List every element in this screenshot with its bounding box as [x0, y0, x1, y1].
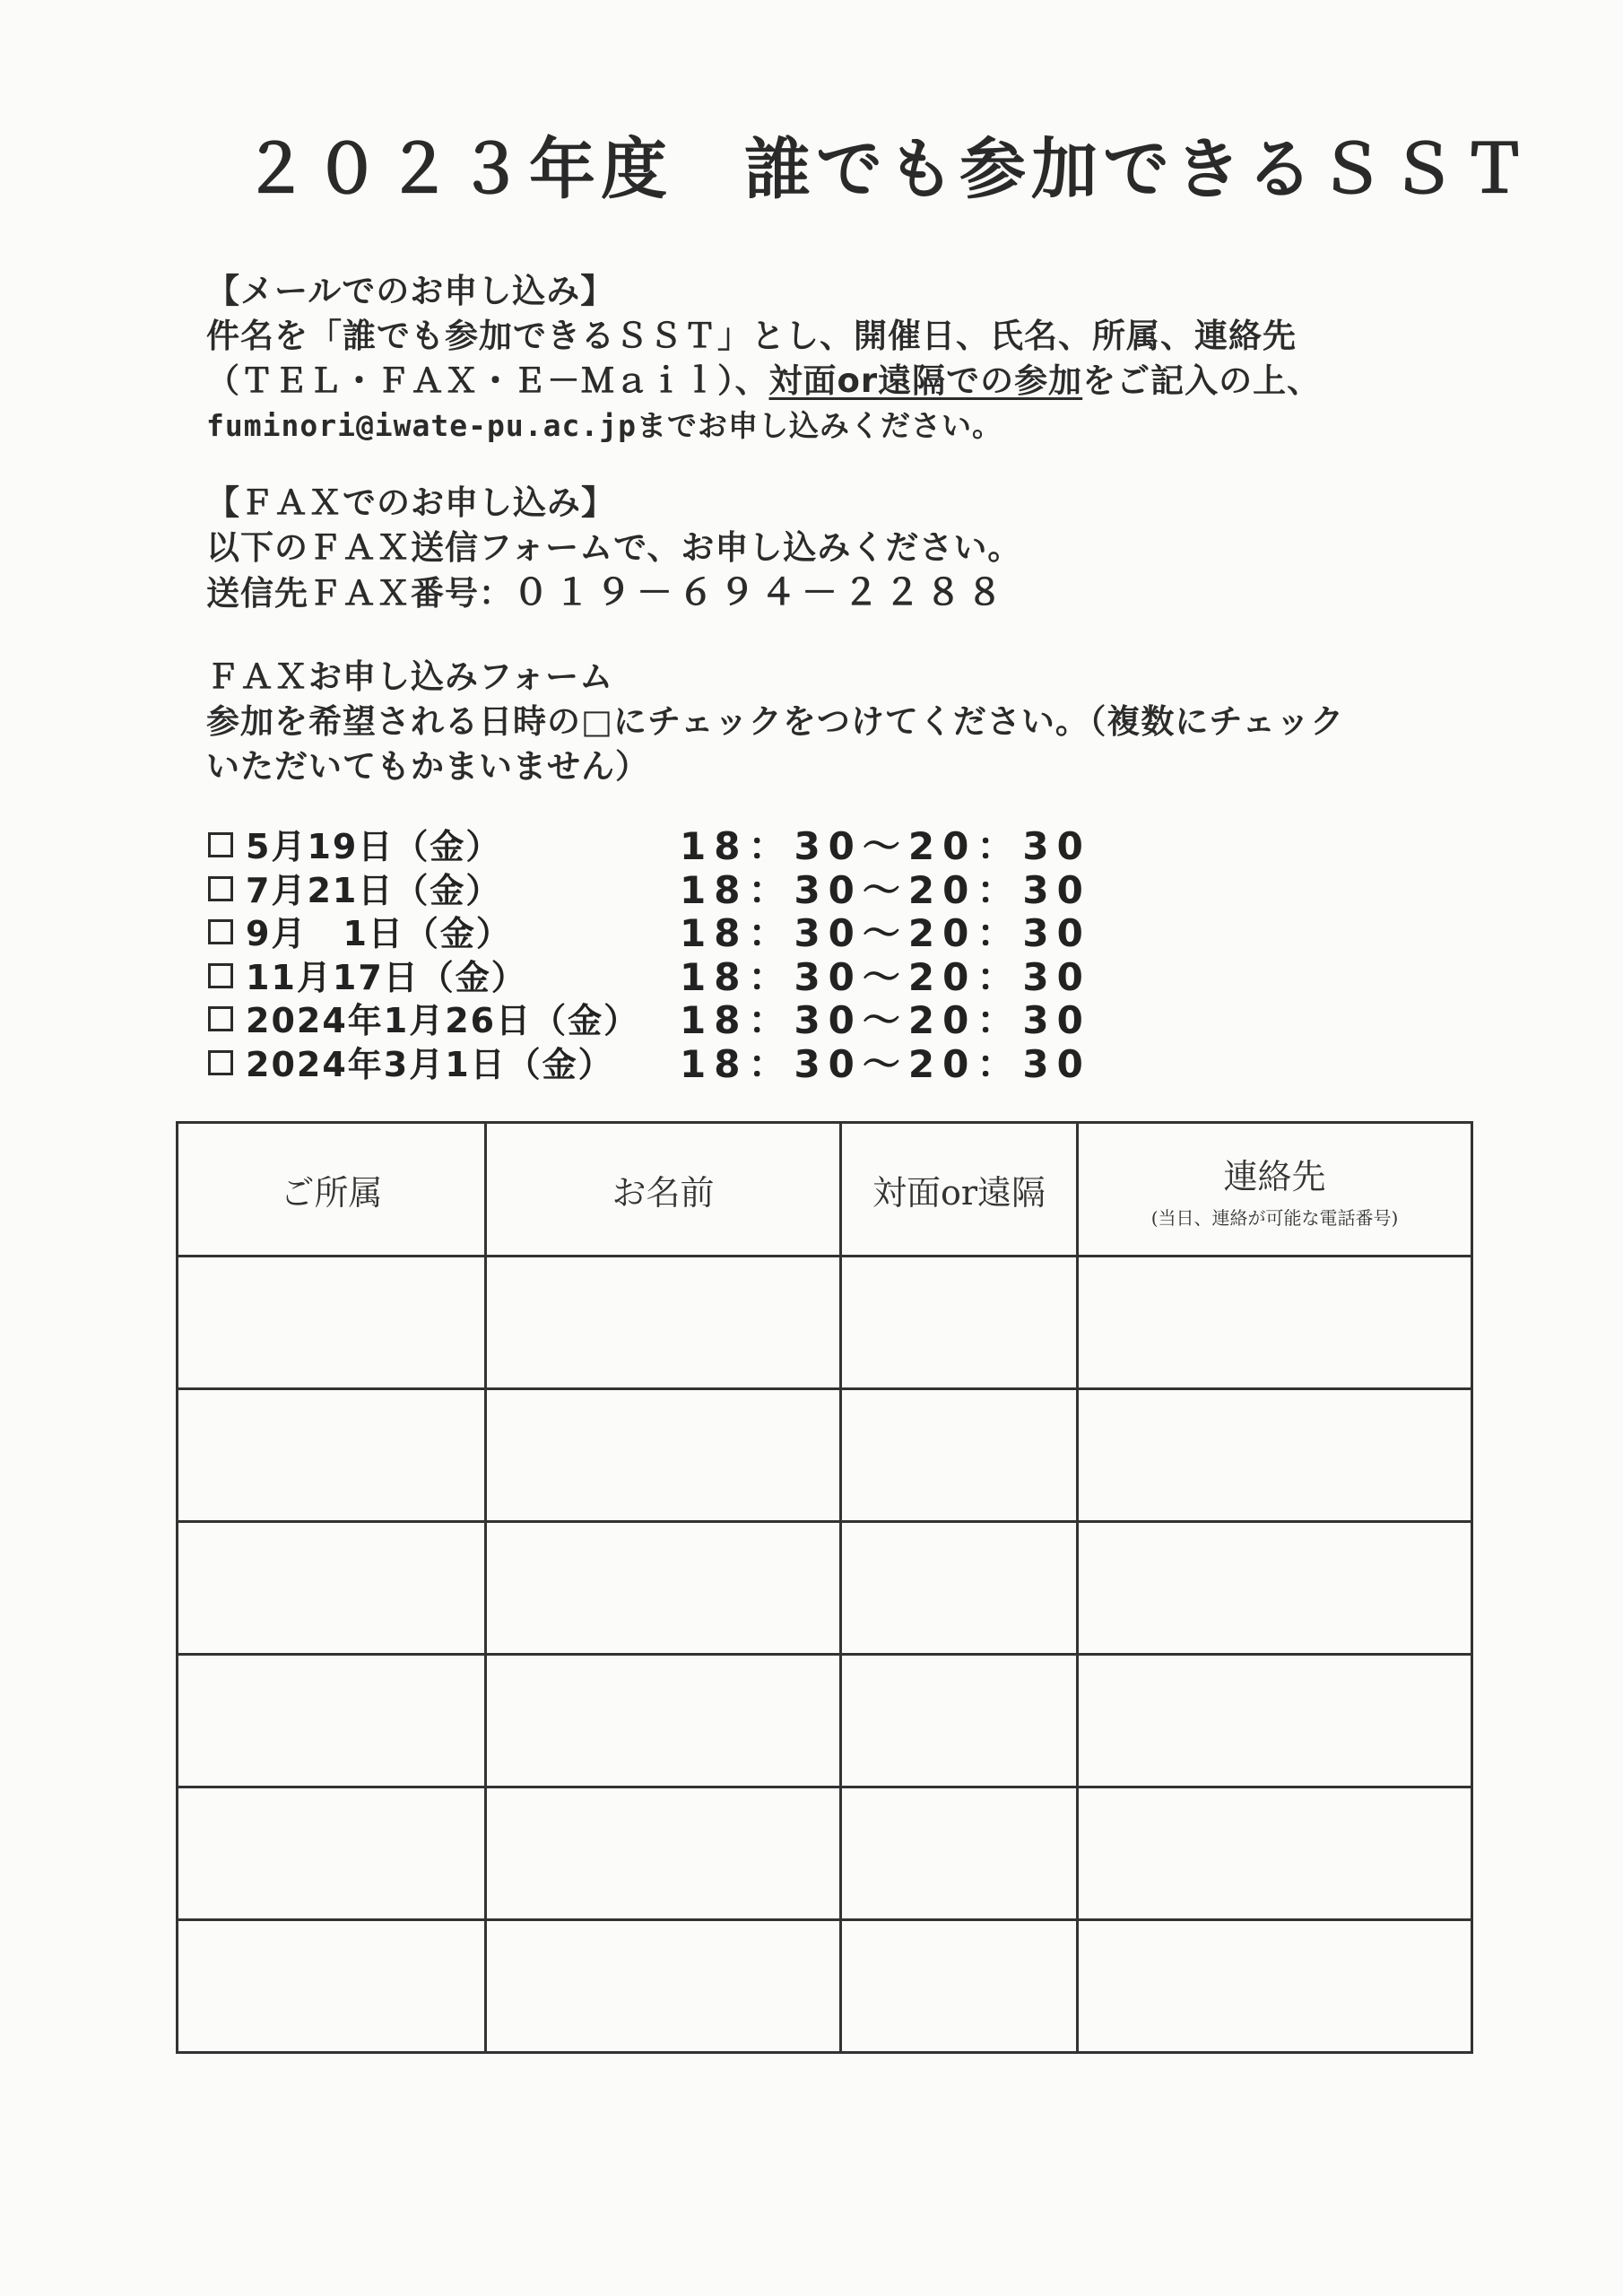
time-label: 18：30～20：30 — [680, 998, 1091, 1042]
fax-line-1: 以下のＦＡＸ送信フォームで、お申し込みください。 — [206, 528, 1022, 567]
contact-cell — [1078, 1655, 1472, 1787]
mode-input[interactable] — [842, 1788, 1076, 1918]
date-label: 2024年1月26日（金） — [246, 1001, 640, 1040]
date-option — [206, 912, 1103, 956]
name-cell — [486, 1257, 841, 1389]
table-header-row — [178, 1123, 1472, 1257]
table-row — [178, 1389, 1472, 1522]
form-instruction-2: いただいてもかまいません） — [206, 747, 649, 786]
table-row — [178, 1522, 1472, 1655]
form-instruction-1: 参加を希望される日時の□にチェックをつけてください。（複数にチェック — [206, 702, 1345, 741]
date-label: 5月19日（金） — [246, 827, 502, 866]
page-title: ２０２３年度 誰でも参加できるＳＳＴ — [242, 131, 1533, 208]
date-checkbox[interactable] — [208, 963, 233, 988]
name-input[interactable] — [487, 1523, 839, 1653]
affiliation-cell — [178, 1389, 486, 1522]
mode-input[interactable] — [842, 1390, 1076, 1520]
name-input[interactable] — [487, 1656, 839, 1786]
date-option — [206, 956, 1103, 1000]
mail-line-2-underlined: 対面or遠隔での参加 — [768, 361, 1083, 400]
date-option — [206, 999, 1103, 1043]
date-checklist — [206, 825, 1103, 1086]
fax-number-line — [206, 570, 1462, 616]
fax-number: ０１９－６９４－２２８８ — [513, 572, 1008, 613]
time-label: 18：30～20：30 — [680, 1041, 1091, 1086]
date-checkbox[interactable] — [208, 1050, 233, 1075]
mail-heading: 【メールでのお申し込み】 — [206, 272, 615, 310]
fax-section — [206, 481, 1462, 616]
contact-cell — [1078, 1257, 1472, 1389]
affiliation-cell — [178, 1787, 486, 1920]
time-label: 18：30～20：30 — [680, 824, 1091, 868]
name-input[interactable] — [487, 1788, 839, 1918]
contact-cell — [1078, 1920, 1472, 2053]
mode-cell — [841, 1389, 1078, 1522]
name-input[interactable] — [487, 1257, 839, 1387]
affiliation-cell — [178, 1522, 486, 1655]
mode-input[interactable] — [842, 1523, 1076, 1653]
affiliation-input[interactable] — [178, 1390, 484, 1520]
form-heading: ＦＡＸお申し込みフォーム — [206, 657, 614, 696]
affiliation-cell — [178, 1655, 486, 1787]
mode-cell — [841, 1787, 1078, 1920]
name-cell — [486, 1787, 841, 1920]
mode-cell — [841, 1522, 1078, 1655]
name-input[interactable] — [487, 1921, 839, 2051]
mail-section — [206, 269, 1462, 448]
mode-cell — [841, 1257, 1078, 1389]
table-row — [178, 1920, 1472, 2053]
contact-cell — [1078, 1389, 1472, 1522]
table-row — [178, 1787, 1472, 1920]
affiliation-cell — [178, 1920, 486, 2053]
mail-line-2 — [206, 359, 1462, 404]
date-label: 7月21日（金） — [246, 870, 502, 910]
date-label: 2024年3月1日（金） — [246, 1044, 614, 1084]
header-affiliation: ご所属 — [178, 1123, 486, 1257]
contact-input[interactable] — [1079, 1921, 1471, 2051]
contact-input[interactable] — [1079, 1656, 1471, 1786]
fax-heading: 【ＦＡＸでのお申し込み】 — [206, 483, 615, 522]
time-label: 18：30～20：30 — [680, 867, 1091, 912]
contact-input[interactable] — [1079, 1390, 1471, 1520]
header-contact — [1078, 1123, 1472, 1257]
header-contact-note: (当日、連絡が可能な電話番号) — [1150, 1207, 1399, 1229]
date-checkbox[interactable] — [208, 1006, 233, 1031]
name-cell — [486, 1920, 841, 2053]
header-contact-label: 連絡先 — [1223, 1157, 1326, 1196]
mail-line-2-suffix: をご記入の上、 — [1082, 361, 1322, 400]
mode-input[interactable] — [842, 1656, 1076, 1786]
time-label: 18：30～20：30 — [680, 911, 1091, 955]
mail-line-2-prefix: （ＴＥＬ・ＦＡＸ・Ｅ－Ｍａｉｌ）、 — [206, 361, 769, 400]
fax-number-label: 送信先ＦＡＸ番号： — [206, 574, 513, 613]
mail-line-1: 件名を「誰でも参加できるＳＳＴ」とし、開催日、氏名、所属、連絡先 — [206, 317, 1297, 355]
contact-cell — [1078, 1787, 1472, 1920]
date-checkbox[interactable] — [208, 876, 233, 901]
header-name: お名前 — [486, 1123, 841, 1257]
date-checkbox[interactable] — [208, 832, 233, 857]
table-row — [178, 1257, 1472, 1389]
mail-address-line: fuminori@iwate-pu.ac.jpまでお申し込みください。 — [206, 408, 1002, 443]
time-label: 18：30～20：30 — [680, 954, 1091, 999]
mode-cell — [841, 1920, 1078, 2053]
application-table — [176, 1121, 1473, 2054]
date-option — [206, 869, 1103, 913]
contact-input[interactable] — [1079, 1257, 1471, 1387]
form-instructions — [206, 655, 1462, 789]
contact-input[interactable] — [1079, 1788, 1471, 1918]
name-cell — [486, 1655, 841, 1787]
name-cell — [486, 1389, 841, 1522]
date-checkbox[interactable] — [208, 919, 233, 944]
contact-input[interactable] — [1079, 1523, 1471, 1653]
name-cell — [486, 1522, 841, 1655]
affiliation-input[interactable] — [178, 1656, 484, 1786]
mode-cell — [841, 1655, 1078, 1787]
table-body — [178, 1257, 1472, 2053]
mode-input[interactable] — [842, 1257, 1076, 1387]
table-row — [178, 1655, 1472, 1787]
date-label: 11月17日（金） — [246, 957, 527, 997]
date-label: 9月 1日（金） — [246, 914, 512, 953]
affiliation-input[interactable] — [178, 1523, 484, 1653]
affiliation-input[interactable] — [178, 1788, 484, 1918]
mode-input[interactable] — [842, 1921, 1076, 2051]
affiliation-input[interactable] — [178, 1921, 484, 2051]
affiliation-cell — [178, 1257, 486, 1389]
date-option — [206, 825, 1103, 869]
affiliation-input[interactable] — [178, 1257, 484, 1387]
header-mode: 対面or遠隔 — [841, 1123, 1078, 1257]
name-input[interactable] — [487, 1390, 839, 1520]
contact-cell — [1078, 1522, 1472, 1655]
date-option — [206, 1043, 1103, 1087]
